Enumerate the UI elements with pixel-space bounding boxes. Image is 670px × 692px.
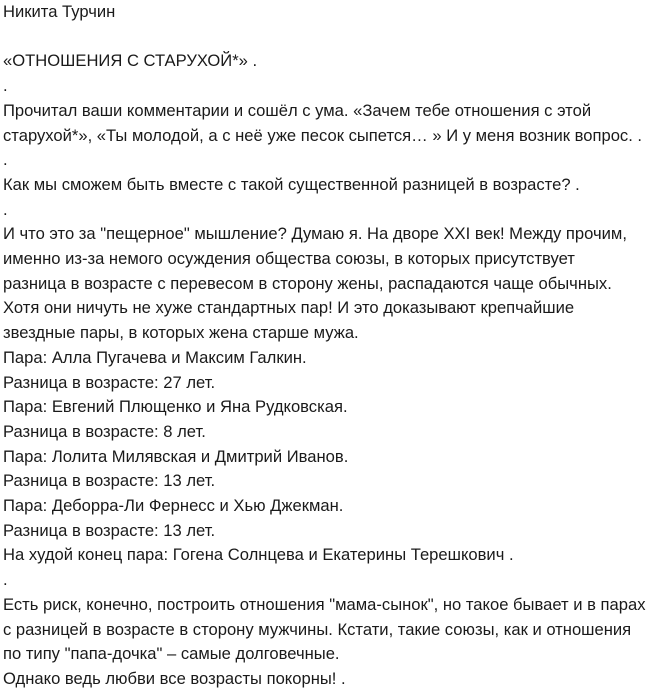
text-line-8: именно из-за немого осуждения общества союзы, в которых присутствует xyxy=(3,249,575,269)
text-line-20: На худой конец пара: Гогена Солнцева и Екатерины Терешкович . xyxy=(3,545,514,565)
text-line-19: Разница в возрасте: 13 лет. xyxy=(3,520,216,540)
text-line-2: Прочитал ваши комментарии и сошёл с ума. «Зачем тебе отношения с этой xyxy=(3,100,592,120)
text-line-10: Хотя они ничуть не хуже стандартных пар! И это доказывают крепчайшие xyxy=(3,298,575,318)
text-line-1: . xyxy=(3,76,8,96)
text-line-24: по типу "папа-дочка" – самые долговечные. xyxy=(3,644,340,664)
text-line-21: . xyxy=(3,570,8,590)
author-name: Никита Турчин xyxy=(3,2,116,21)
text-line-22: Есть риск, конечно, построить отношения "мама-сынок", но такое бывает и в парах xyxy=(3,594,646,614)
text-line-5: Как мы сможем быть вместе с такой существенной разницей в возрасте? . xyxy=(3,174,580,194)
text-line-25: Однако ведь любви все возрасты покорны! . xyxy=(3,668,346,688)
spacer-line xyxy=(3,25,667,50)
text-line-16: Пара: Лолита Милявская и Дмитрий Иванов. xyxy=(3,446,349,466)
text-line-12: Пара: Алла Пугачева и Максим Галкин. xyxy=(3,347,307,367)
text-line-18: Пара: Деборра-Ли Фернесс и Хью Джекман. xyxy=(3,496,344,516)
text-line-4: . xyxy=(3,150,8,170)
text-line-9: разница в возрасте с перевесом в сторону жены, распадаются чаще обычных. xyxy=(3,273,612,293)
text-line-11: звездные пары, в которых жена старше мужа. xyxy=(3,323,359,343)
text-line-17: Разница в возрасте: 13 лет. xyxy=(3,471,216,491)
text-line-15: Разница в возрасте: 8 лет. xyxy=(3,421,206,441)
text-line-13: Разница в возрасте: 27 лет. xyxy=(3,372,216,392)
text-line-6: . xyxy=(3,199,8,219)
post xyxy=(3,0,667,692)
text-line-7: И что это за "пещерное" мышление? Думаю я. На дворе XXI век! Между прочим, xyxy=(3,224,627,244)
text-line-14: Пара: Евгений Плющенко и Яна Рудковская. xyxy=(3,397,348,417)
text-line-23: с разницей в возрасте в сторону мужчины. Кстати, такие союзы, как и отношения xyxy=(3,619,632,639)
text-line-3: старухой*», «Ты молодой, а с неё уже песок сыпется… » И у меня возник вопрос. . xyxy=(3,125,643,145)
post-title: «ОТНОШЕНИЯ С СТАРУХОЙ*» . xyxy=(3,51,258,71)
